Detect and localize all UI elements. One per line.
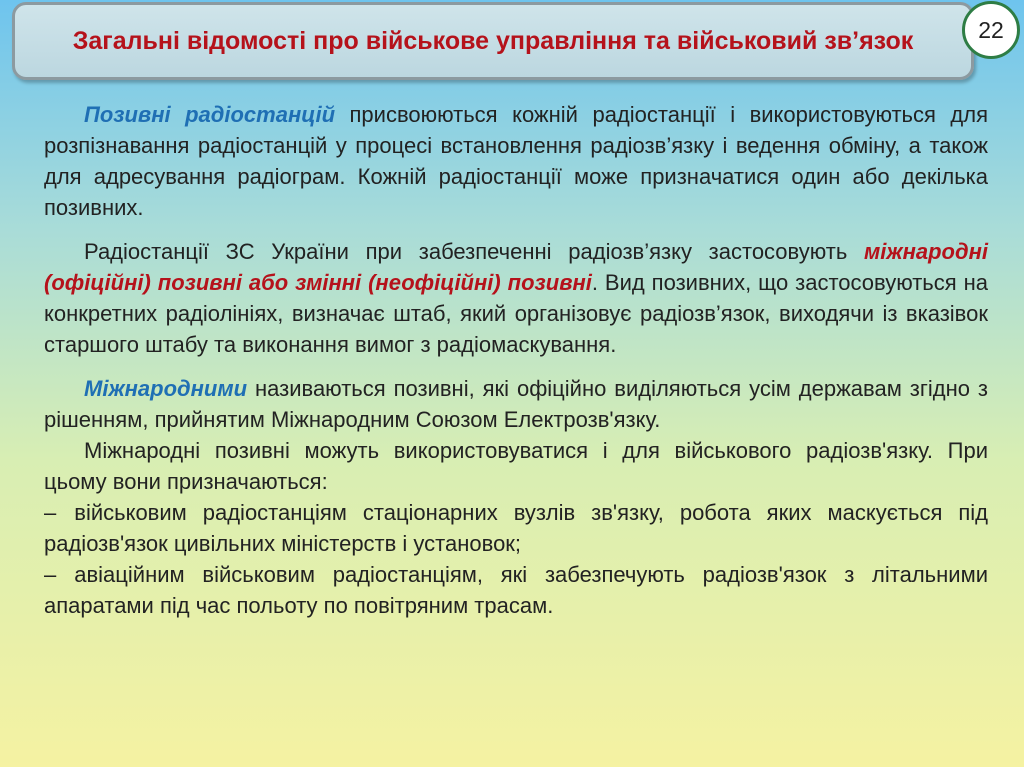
paragraph-call-signs — [44, 99, 988, 223]
list-item-marker: – — [44, 562, 57, 587]
paragraph-ukraine-stations-text-after: . Вид позивних, що застосовуються на конкретних радіолініях, визначає штаб, який організовує радіозв’язок, виходячи із вказівок старшого штабу та виконання вимог з радіомаскування. — [44, 270, 988, 357]
page-number-badge — [962, 1, 1020, 59]
slide-title-box — [12, 2, 974, 80]
list-item-text: військовим радіостанціям стаціонарних вузлів зв'язку, робота яких маскується під радіозв'язок цивільних міністерств і установок; — [44, 500, 988, 556]
paragraph-ukraine-stations-text-before: Радіостанції ЗС України при забезпеченні радіозв’язку застосовують — [84, 239, 864, 264]
term-international: Міжнародними — [84, 376, 248, 401]
term-international-or-variable: міжнародні (офіційні) позивні або змінні (неофіційні) позивні — [44, 239, 988, 295]
page-number: 22 — [978, 16, 1004, 43]
list-item — [44, 559, 988, 621]
slide-title: Загальні відомості про військове управління та військовий зв’язок — [72, 27, 914, 55]
paragraph-call-signs-text: присвоюються кожній радіостанції і використовуються для розпізнавання радіостанцій у процесі встановлення радіозв’язку і ведення обміну, а також для адресування радіограм. Кожній радіостанції може призначатися один або декілька позивних. — [44, 102, 988, 220]
list-item-text: авіаційним військовим радіостанціям, які забезпечують радіозв'язок з літальними апаратами під час польоту по повітряним трасам. — [44, 562, 988, 618]
list-item — [44, 497, 988, 559]
slide-content — [44, 99, 988, 621]
paragraph-military-use: Міжнародні позивні можуть використовуватися і для військового радіозв'язку. При цьому вони призначаються: — [44, 438, 988, 494]
list-item-marker: – — [44, 500, 57, 525]
paragraph-international — [44, 373, 988, 435]
paragraph-ukraine-stations — [44, 236, 988, 360]
term-call-signs: Позивні радіостанцій — [84, 102, 336, 127]
paragraph-international-text: називаються позивні, які офіційно виділяються усім державам згідно з рішенням, прийнятим Міжнародним Союзом Електрозв'язку. — [44, 376, 988, 432]
